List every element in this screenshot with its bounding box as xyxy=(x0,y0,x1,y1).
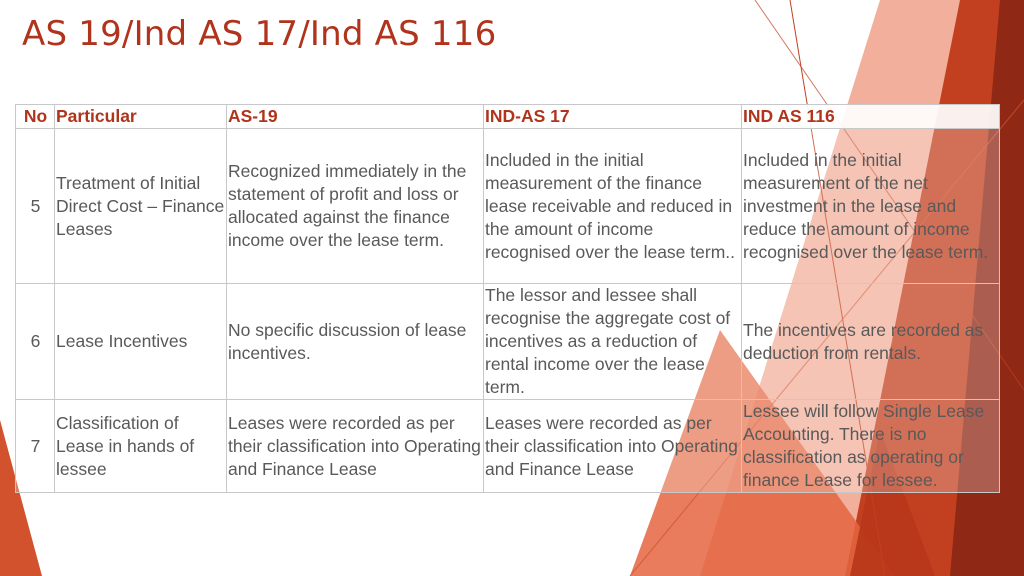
table-header-row xyxy=(16,105,1000,129)
table-row xyxy=(16,400,1000,493)
slide-title: AS 19/Ind AS 17/Ind AS 116 xyxy=(22,14,497,54)
row-as19: Leases were recorded as per their classification into Operating and Finance Lease xyxy=(227,400,484,493)
header-as19: AS-19 xyxy=(227,105,484,129)
row-number: 6 xyxy=(16,284,55,400)
header-indas116: IND AS 116 xyxy=(742,105,1000,129)
row-particular: Lease Incentives xyxy=(55,284,227,400)
row-as19: Recognized immediately in the statement of profit and loss or allocated against the finance income over the lease term. xyxy=(227,129,484,284)
row-particular: Treatment of Initial Direct Cost – Finance Leases xyxy=(55,129,227,284)
row-number: 5 xyxy=(16,129,55,284)
row-indas116: Lessee will follow Single Lease Accounting. There is no classification as operating or finance Lease for lessee. xyxy=(742,400,1000,493)
row-particular: Classification of Lease in hands of lessee xyxy=(55,400,227,493)
header-no: No xyxy=(16,105,55,129)
row-number: 7 xyxy=(16,400,55,493)
header-particular: Particular xyxy=(55,105,227,129)
row-indas116: The incentives are recorded as deduction from rentals. xyxy=(742,284,1000,400)
row-indas116: Included in the initial measurement of the net investment in the lease and reduce the amount of income recognised over the lease term. xyxy=(742,129,1000,284)
table-row xyxy=(16,284,1000,400)
row-indas17: The lessor and lessee shall recognise the aggregate cost of incentives as a reduction of rental income over the lease term. xyxy=(484,284,742,400)
table-row xyxy=(16,129,1000,284)
row-indas17: Leases were recorded as per their classification into Operating and Finance Lease xyxy=(484,400,742,493)
header-indas17: IND-AS 17 xyxy=(484,105,742,129)
row-indas17: Included in the initial measurement of the finance lease receivable and reduced in the amount of income recognised over the lease term.. xyxy=(484,129,742,284)
row-as19: No specific discussion of lease incentives. xyxy=(227,284,484,400)
comparison-table xyxy=(15,104,1000,493)
